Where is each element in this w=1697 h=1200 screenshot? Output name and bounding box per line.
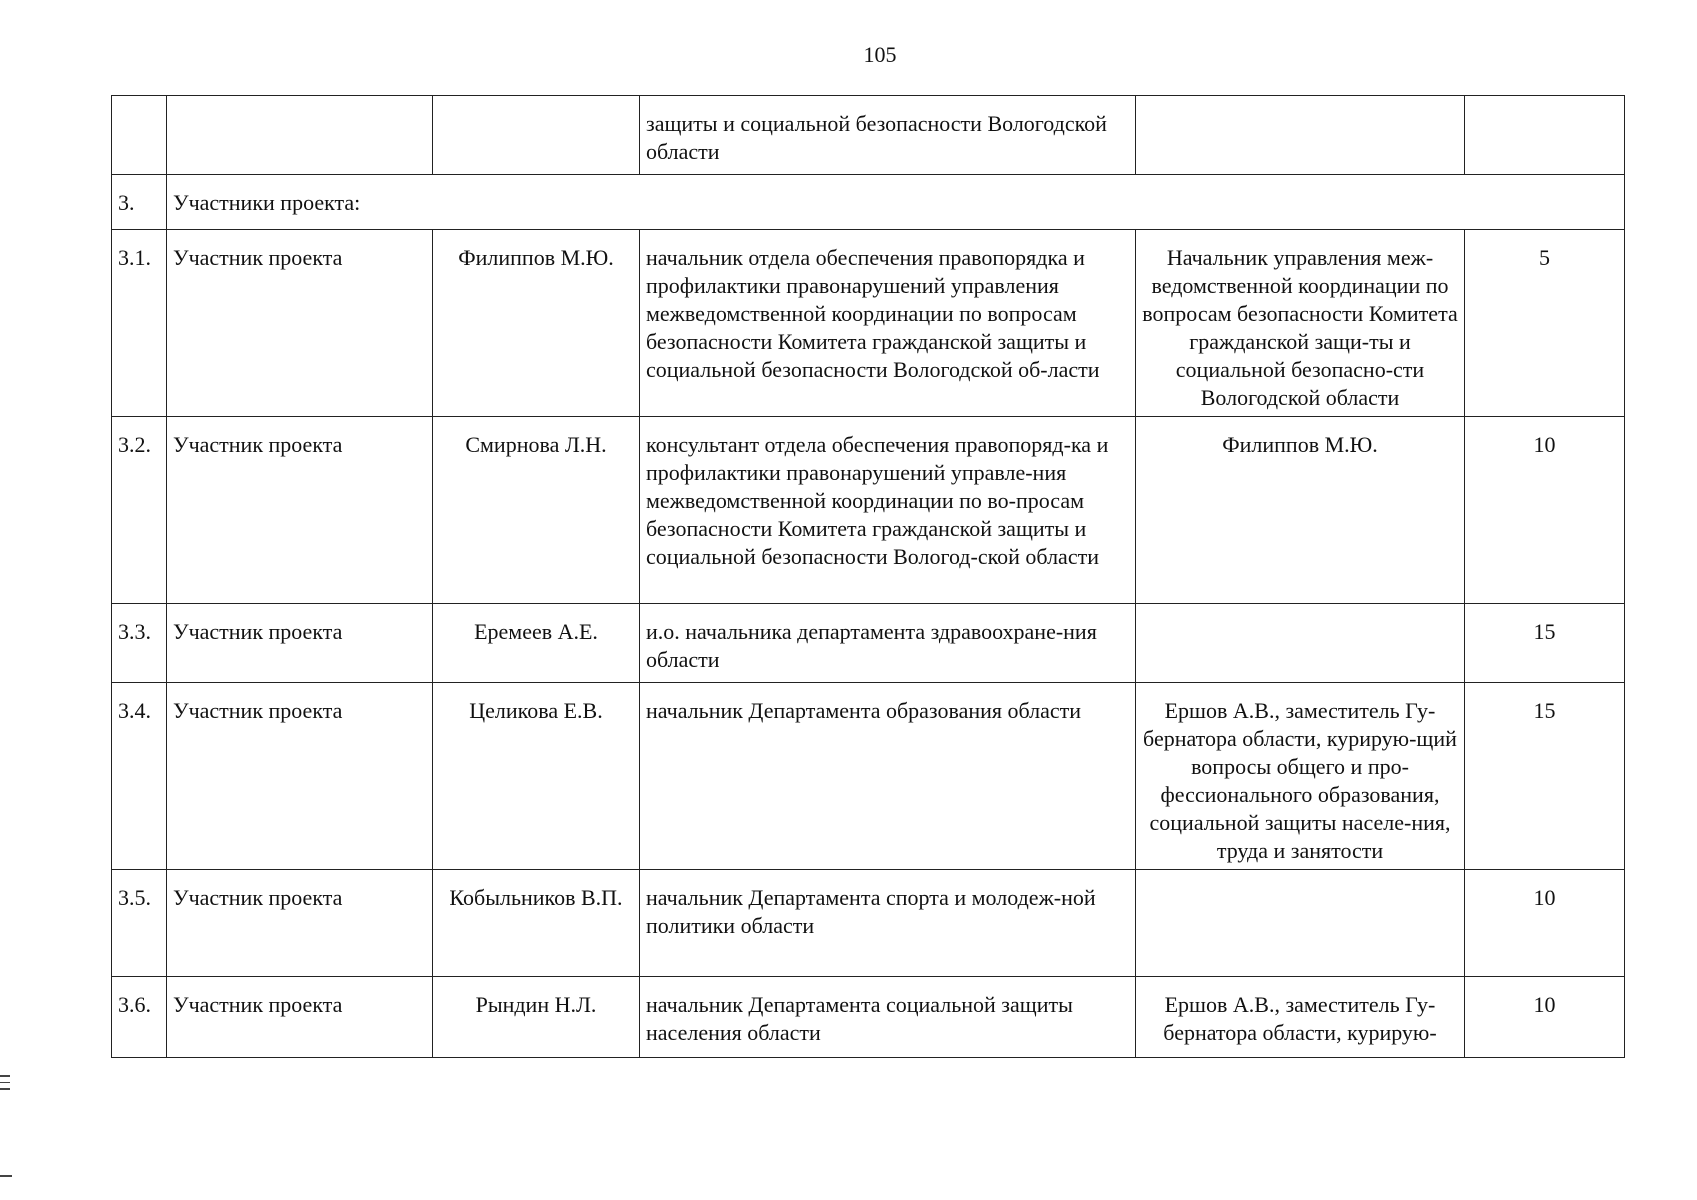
row-person-name: Целикова Е.В. bbox=[433, 683, 640, 870]
row-load: 15 bbox=[1465, 683, 1625, 870]
row-supervisor: Ершов А.В., заместитель Гу-бернатора области, курирую- bbox=[1136, 977, 1465, 1058]
page-number: 105 bbox=[863, 42, 897, 67]
row-number: 3.5. bbox=[112, 870, 167, 977]
row-number: 3.3. bbox=[112, 604, 167, 683]
table-row bbox=[112, 230, 1625, 417]
row-supervisor: Ершов А.В., заместитель Гу-бернатора области, курирую-щий вопросы общего и про-фессионального образования, социальной защиты населе-ния, труда и занятости bbox=[1136, 683, 1465, 870]
row-person-name: Кобыльников В.П. bbox=[433, 870, 640, 977]
row-load bbox=[1465, 96, 1625, 175]
row-position: начальник отдела обеспечения правопорядка и профилактики правонарушений управления межведомственной координации по вопросам безопасности Комитета гражданской защиты и социальной безопасности Вологодской об-ласти bbox=[640, 230, 1136, 417]
row-role: Участник проекта bbox=[167, 870, 433, 977]
row-position: консультант отдела обеспечения правопоряд-ка и профилактики правонарушений управле-ния межведомственной координации по во-просам безопасности Комитета гражданской защиты и социальной безопасности Вологод-ской области bbox=[640, 417, 1136, 604]
table-row bbox=[112, 977, 1625, 1058]
participants-table bbox=[111, 95, 1625, 1058]
table-row bbox=[112, 604, 1625, 683]
row-position: начальник Департамента образования области bbox=[640, 683, 1136, 870]
row-number: 3.6. bbox=[112, 977, 167, 1058]
table-row bbox=[112, 417, 1625, 604]
row-role: Участник проекта bbox=[167, 683, 433, 870]
row-load: 10 bbox=[1465, 977, 1625, 1058]
row-position: начальник Департамента спорта и молодеж-ной политики области bbox=[640, 870, 1136, 977]
row-number: 3.4. bbox=[112, 683, 167, 870]
row-supervisor: Начальник управления меж-ведомственной координации по вопросам безопасности Комитета гражданской защи-ты и социальной безопасно-сти Вологодской области bbox=[1136, 230, 1465, 417]
row-number: 3.2. bbox=[112, 417, 167, 604]
row-position: защиты и социальной безопасности Вологодской области bbox=[640, 96, 1136, 175]
row-supervisor bbox=[1136, 604, 1465, 683]
row-position: начальник Департамента социальной защиты населения области bbox=[640, 977, 1136, 1058]
binding-marks bbox=[0, 1075, 10, 1105]
row-supervisor: Филиппов М.Ю. bbox=[1136, 417, 1465, 604]
row-position: и.о. начальника департамента здравоохране-ния области bbox=[640, 604, 1136, 683]
row-person-name: Рындин Н.Л. bbox=[433, 977, 640, 1058]
row-role: Участник проекта bbox=[167, 977, 433, 1058]
row-person-name: Филиппов М.Ю. bbox=[433, 230, 640, 417]
row-load: 10 bbox=[1465, 870, 1625, 977]
row-person-name: Смирнова Л.Н. bbox=[433, 417, 640, 604]
row-load: 10 bbox=[1465, 417, 1625, 604]
section-title: Участники проекта: bbox=[167, 175, 1625, 230]
margin-dash bbox=[0, 1175, 12, 1177]
row-role bbox=[167, 96, 433, 175]
row-person-name bbox=[433, 96, 640, 175]
table-row bbox=[112, 870, 1625, 977]
row-role: Участник проекта bbox=[167, 604, 433, 683]
row-load: 15 bbox=[1465, 604, 1625, 683]
table-row bbox=[112, 683, 1625, 870]
row-role: Участник проекта bbox=[167, 417, 433, 604]
section-number: 3. bbox=[112, 175, 167, 230]
row-supervisor bbox=[1136, 96, 1465, 175]
row-role: Участник проекта bbox=[167, 230, 433, 417]
row-number: 3.1. bbox=[112, 230, 167, 417]
row-supervisor bbox=[1136, 870, 1465, 977]
row-person-name: Еремеев А.Е. bbox=[433, 604, 640, 683]
row-number bbox=[112, 96, 167, 175]
row-load: 5 bbox=[1465, 230, 1625, 417]
table-row bbox=[112, 96, 1625, 175]
section-row bbox=[112, 175, 1625, 230]
